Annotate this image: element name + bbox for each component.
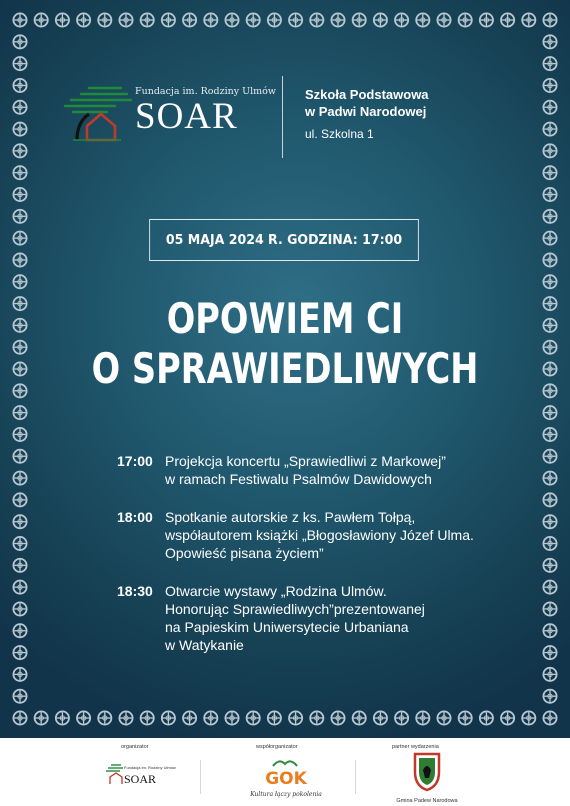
- border-emblem: [141, 13, 154, 26]
- border-emblem: [522, 13, 535, 26]
- border-emblem: [543, 384, 556, 397]
- border-emblem: [13, 319, 26, 332]
- border-emblem: [204, 13, 217, 26]
- border-emblem: [13, 79, 26, 92]
- border-emblem: [56, 711, 69, 724]
- program-line: w ramach Festiwalu Psalmów Dawidowych: [165, 471, 432, 487]
- gok-slogan: Kultura łączy pokolenia: [250, 791, 322, 798]
- border-emblem: [331, 13, 344, 26]
- border-emblem: [543, 493, 556, 506]
- border-emblem: [543, 166, 556, 179]
- border-emblem: [141, 711, 154, 724]
- school-name-line2: w Padwi Narodowej: [305, 104, 427, 119]
- program-time: 18:30: [117, 583, 153, 599]
- border-emblem: [543, 690, 556, 703]
- border-emblem: [543, 253, 556, 266]
- border-emblem: [183, 711, 196, 724]
- border-emblem: [13, 232, 26, 245]
- gmina-partner: [372, 752, 482, 806]
- border-emblem: [77, 711, 90, 724]
- border-emblem: [459, 13, 472, 26]
- soar-tree-house-icon: [63, 84, 135, 144]
- date-time-box: 05 MAJA 2024 R. GODZINA: 17:00: [149, 219, 419, 261]
- border-emblem: [268, 711, 281, 724]
- organizer-label: organizator: [121, 744, 149, 750]
- border-emblem: [543, 122, 556, 135]
- border-emblem: [480, 711, 493, 724]
- border-emblem: [543, 362, 556, 375]
- program-description: [165, 582, 425, 654]
- border-emblem: [13, 406, 26, 419]
- border-emblem: [13, 122, 26, 135]
- school-address: ul. Szkolna 1: [305, 127, 374, 141]
- border-emblem: [543, 79, 556, 92]
- border-emblem: [310, 711, 323, 724]
- program-item: [117, 508, 474, 562]
- border-emblem: [480, 13, 493, 26]
- gok-name: GOK: [265, 769, 307, 789]
- event-title: [57, 294, 513, 394]
- border-emblem: [56, 13, 69, 26]
- border-emblem: [543, 13, 556, 26]
- border-emblem: [459, 711, 472, 724]
- border-emblem: [501, 711, 514, 724]
- border-emblem: [225, 711, 238, 724]
- border-emblem: [543, 668, 556, 681]
- soar-wordmark: SOAR: [135, 96, 238, 137]
- border-emblem: [98, 13, 111, 26]
- border-emblem: [13, 602, 26, 615]
- border-emblem: [119, 13, 132, 26]
- border-emblem: [543, 319, 556, 332]
- border-emblem: [247, 711, 260, 724]
- border-emblem: [543, 144, 556, 157]
- border-emblem: [13, 362, 26, 375]
- soar-small-name: SOAR: [124, 772, 157, 786]
- gmina-coat-of-arms-icon: [412, 752, 442, 792]
- border-emblem: [543, 450, 556, 463]
- border-emblem: [543, 515, 556, 528]
- border-emblem: [289, 711, 302, 724]
- border-emblem: [13, 101, 26, 114]
- border-emblem: [13, 275, 26, 288]
- border-emblem: [162, 711, 175, 724]
- border-emblem: [13, 188, 26, 201]
- border-emblem: [13, 13, 26, 26]
- border-emblem: [543, 581, 556, 594]
- border-emblem: [353, 711, 366, 724]
- border-emblem: [543, 341, 556, 354]
- program-description: [165, 508, 474, 562]
- border-emblem: [13, 166, 26, 179]
- border-emblem: [543, 406, 556, 419]
- border-emblem: [522, 711, 535, 724]
- soar-logo: [63, 84, 277, 144]
- border-emblem: [331, 711, 344, 724]
- border-emblem: [310, 13, 323, 26]
- border-emblem: [35, 13, 48, 26]
- border-emblem: [77, 13, 90, 26]
- program-line: Projekcja koncertu „Sprawiedliwi z Markowej”: [165, 453, 446, 469]
- border-emblem: [543, 232, 556, 245]
- border-emblem: [13, 210, 26, 223]
- border-emblem: [543, 624, 556, 637]
- border-emblem: [13, 297, 26, 310]
- border-emblem: [374, 13, 387, 26]
- border-emblem: [543, 101, 556, 114]
- partner-label: partner wydarzenia: [392, 744, 439, 750]
- border-emblem: [374, 711, 387, 724]
- border-emblem: [543, 210, 556, 223]
- border-emblem: [395, 13, 408, 26]
- border-emblem: [13, 428, 26, 441]
- program-time: 18:00: [117, 509, 153, 525]
- program-line: na Papieskim Uniwersytecie Urbaniana: [165, 619, 409, 635]
- border-emblem: [13, 493, 26, 506]
- border-emblem: [543, 559, 556, 572]
- soar-small-logo: [104, 760, 176, 790]
- border-emblem: [13, 668, 26, 681]
- program-item: [117, 452, 474, 488]
- event-title-line1: OPOWIEM CI: [166, 294, 404, 343]
- header-divider: [282, 76, 283, 158]
- sponsor-footer: [0, 738, 570, 806]
- border-emblem: [353, 13, 366, 26]
- border-emblem: [13, 515, 26, 528]
- border-emblem: [543, 428, 556, 441]
- border-emblem: [268, 13, 281, 26]
- school-name-line1: Szkoła Podstawowa: [305, 87, 429, 102]
- program-item: [117, 582, 474, 654]
- border-emblem: [247, 13, 260, 26]
- border-emblem: [416, 711, 429, 724]
- border-emblem: [13, 35, 26, 48]
- border-emblem: [543, 188, 556, 201]
- program-time: 17:00: [117, 453, 153, 469]
- border-emblem: [13, 253, 26, 266]
- border-emblem: [13, 341, 26, 354]
- border-emblem: [183, 13, 196, 26]
- border-emblem: [13, 690, 26, 703]
- border-emblem: [543, 646, 556, 659]
- border-emblem: [543, 35, 556, 48]
- border-emblem: [225, 13, 238, 26]
- border-emblem: [13, 559, 26, 572]
- border-emblem: [13, 471, 26, 484]
- co-organizer-label: współorganizator: [256, 744, 298, 750]
- gmina-caption: Gmina Padew Narodowa: [396, 798, 458, 804]
- border-emblem: [13, 581, 26, 594]
- border-emblem: [204, 711, 217, 724]
- border-emblem: [13, 144, 26, 157]
- soar-small-foundation: Fundacja im. Rodziny Ulmów: [124, 765, 176, 770]
- program-line: w Watykanie: [165, 637, 244, 653]
- foundation-name: Fundacja im. Rodziny Ulmów: [135, 86, 277, 97]
- border-emblem: [543, 602, 556, 615]
- program-line: Honorując Sprawiedliwych”prezentowanej: [165, 601, 425, 617]
- border-emblem: [543, 275, 556, 288]
- border-emblem: [543, 57, 556, 70]
- program-schedule: [117, 452, 474, 674]
- border-emblem: [289, 13, 302, 26]
- border-emblem: [395, 711, 408, 724]
- border-emblem: [13, 384, 26, 397]
- border-emblem: [543, 537, 556, 550]
- footer-separator: [355, 760, 356, 794]
- border-emblem: [13, 624, 26, 637]
- school-info: [305, 86, 429, 141]
- program-line: Spotkanie autorskie z ks. Pawłem Tołpą,: [165, 509, 416, 525]
- border-emblem: [543, 471, 556, 484]
- border-emblem: [13, 450, 26, 463]
- border-emblem: [543, 297, 556, 310]
- border-emblem: [437, 711, 450, 724]
- event-title-line2: O SPRAWIEDLIWYCH: [91, 344, 479, 393]
- border-emblem: [119, 711, 132, 724]
- gok-logo: [250, 756, 322, 802]
- border-emblem: [13, 537, 26, 550]
- program-description: [165, 452, 446, 488]
- border-emblem: [501, 13, 514, 26]
- border-emblem: [13, 57, 26, 70]
- border-emblem: [13, 646, 26, 659]
- border-emblem: [416, 13, 429, 26]
- border-emblem: [543, 711, 556, 724]
- program-line: Opowieść pisana życiem”: [165, 545, 324, 561]
- program-line: Otwarcie wystawy „Rodzina Ulmów.: [165, 583, 387, 599]
- border-emblem: [13, 711, 26, 724]
- border-emblem: [437, 13, 450, 26]
- footer-separator: [200, 760, 201, 794]
- border-emblem: [35, 711, 48, 724]
- border-emblem: [98, 711, 111, 724]
- program-line: współautorem książki „Błogosławiony Józef Ulma.: [165, 527, 474, 543]
- border-emblem: [162, 13, 175, 26]
